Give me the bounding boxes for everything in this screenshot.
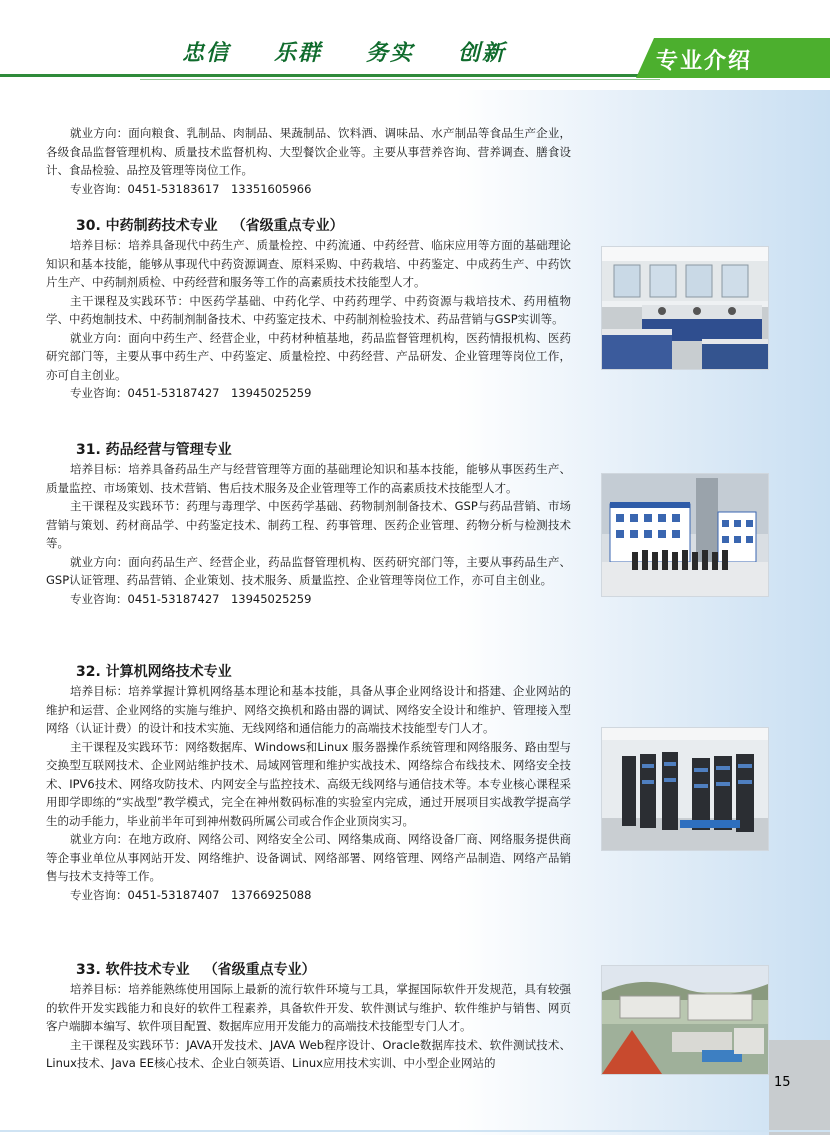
motto-word: 创新 (458, 40, 507, 66)
major-30 (46, 216, 571, 403)
page-header (0, 0, 830, 90)
major-note: （省级重点专业） (203, 962, 316, 978)
major-paragraph: 培养目标：培养能熟练使用国际上最新的流行软件环境与工具，掌握国际软件开发规范，具有较强的软件开发实践能力和良好的软件工程素养，具备软件开发、软件测试与维护、软件维护与销售、网页客户端脚本编写、软件项目配置、数据库应用开发能力的高端技术技能型专门人才。 (46, 982, 571, 1033)
major-paragraph: 培养目标：培养具备药品生产与经营管理等方面的基础理论知识和基本技能，能够从事医药生产、质量监控、市场策划、技术营销、售后技术服务及企业管理等工作的高素质技术技能型人才。 (46, 462, 571, 495)
footer-line (0, 1130, 830, 1132)
motto-word: 务实 (366, 40, 415, 66)
major-paragraph: 主干课程及实践环节：药理与毒理学、中医药学基础、药物制剂制备技术、GSP与药品营销、市场营销与策划、药材商品学、中药鉴定技术、制药工程、药事管理、医药企业管理、药物分析与检测技术等。 (46, 499, 571, 550)
major-31 (46, 440, 571, 608)
school-motto (182, 36, 550, 67)
major-paragraph: 培养目标：培养掌握计算机网络基本理论和基本技能，具备从事企业网络设计和搭建、企业网站的维护和运营、企业网络的实施与维护、网络交换机和路由器的调试、网络安全设计和维护、管理接入型网络（认证计费）的设计和技术实施、无线网络和通信能力的高端技术技能型专门人才。 (46, 684, 571, 735)
page-number: 15 (774, 1075, 791, 1090)
intro-block (46, 124, 571, 198)
network-lab-image (602, 728, 768, 850)
major-32 (46, 662, 571, 904)
major-title (46, 216, 571, 236)
major-consult: 专业咨询：0451-53187427 13945025259 (70, 591, 312, 606)
intro-consult: 专业咨询：0451-53183617 13351605966 (70, 181, 312, 196)
major-note: （省级重点专业） (231, 218, 344, 234)
major-consult: 专业咨询：0451-53187427 13945025259 (70, 386, 312, 400)
header-divider (0, 74, 650, 77)
section-tab-title: 专业介绍 (656, 49, 753, 74)
major-title (46, 440, 571, 460)
major-paragraph: 就业方向：面向中药生产、经营企业，中药材种植基地，药品监督管理机构，医药情报机构、医药研究部门等，主要从事中药生产、中药鉴定、质量检控、中药经营、产品研发、企业管理等岗位工作，亦可自主创业。 (46, 330, 571, 382)
photo-pharmacy-lab (601, 246, 769, 370)
major-paragraph: 主干课程及实践环节：中医药学基础、中药化学、中药药理学、中药资源与栽培技术、药用植物学、中药炮制技术、中药制剂制备技术、中药鉴定技术、中药制剂检验技术、药品营销与GSP实训等。 (46, 293, 571, 326)
major-paragraph: 就业方向：面向药品生产、经营企业，药品监督管理机构、医药研究部门等，主要从事药品生产、GSP认证管理、药品营销、企业策划、技术服务、质量监控、企业管理等岗位工作，亦可自主创业。 (46, 554, 571, 587)
major-title (46, 960, 571, 980)
major-33 (46, 960, 571, 1073)
building-image (602, 474, 768, 596)
major-title-text: 32. 计算机网络技术专业 (76, 664, 232, 680)
major-title (46, 662, 571, 682)
major-consult: 专业咨询：0451-53187407 13766925088 (70, 887, 312, 902)
photo-building-group (601, 473, 769, 597)
major-paragraph: 主干课程及实践环节：网络数据库、Windows和Linux 服务器操作系统管理和网络服务、路由型与交换型互联网技术、企业网站维护技术、局域网管理和维护实战技术、网络综合布线技术、网络安全技术、IPV6技术、网络攻防技术、内网安全与监控技术、高级无线网络与通信技术等。本专业核心课程采用即学即练的“实战型”教学模式，完全在神州数码标准的实验室内完成，通过开展项目实战教学提高学生的动手能力，毕业前半年可到神州数码所属公司或合作企业顶岗实习。 (46, 739, 571, 828)
major-title-text: 30. 中药制药技术专业 (76, 218, 218, 234)
motto-word: 乐群 (274, 40, 323, 66)
motto-word: 忠信 (182, 40, 231, 66)
major-title-text: 31. 药品经营与管理专业 (76, 442, 232, 458)
campus-image (602, 966, 768, 1074)
photo-campus-aerial (601, 965, 769, 1075)
major-title-text: 33. 软件技术专业 (76, 962, 190, 978)
header-divider-thin (140, 79, 660, 80)
major-paragraph: 培养目标：培养具备现代中药生产、质量检控、中药流通、中药经营、临床应用等方面的基础理论知识和基本技能，能够从事现代中药资源调查、原料采购、中药栽培、中药鉴定、中成药生产、中药饮片生产、中药制剂质检、中药经营和服务等工作的高素质技术技能型人才。 (46, 238, 571, 289)
major-paragraph: 就业方向：在地方政府、网络公司、网络安全公司、网络集成商、网络设备厂商、网络服务提供商等企事业单位从事网站开发、网络维护、设备调试、网络部署、网络管理、网络产品制造、网络产品销售与技术支持等工作。 (46, 832, 571, 883)
major-paragraph: 主干课程及实践环节：JAVA开发技术、JAVA Web程序设计、Oracle数据库技术、软件测试技术、Linux技术、Java EE核心技术、企业白领英语、Linux应用技术实训、中小型企业网站的 (46, 1037, 571, 1070)
photo-network-lab (601, 727, 769, 851)
intro-employment: 就业方向：面向粮食、乳制品、肉制品、果蔬制品、饮料酒、调味品、水产制品等食品生产企业，各级食品监督管理机构、质量技术监督机构、大型餐饮企业等。主要从事营养咨询、营养调查、膳食设计、食品检验、品控及管理等岗位工作。 (46, 126, 571, 177)
lab-image (602, 247, 768, 369)
